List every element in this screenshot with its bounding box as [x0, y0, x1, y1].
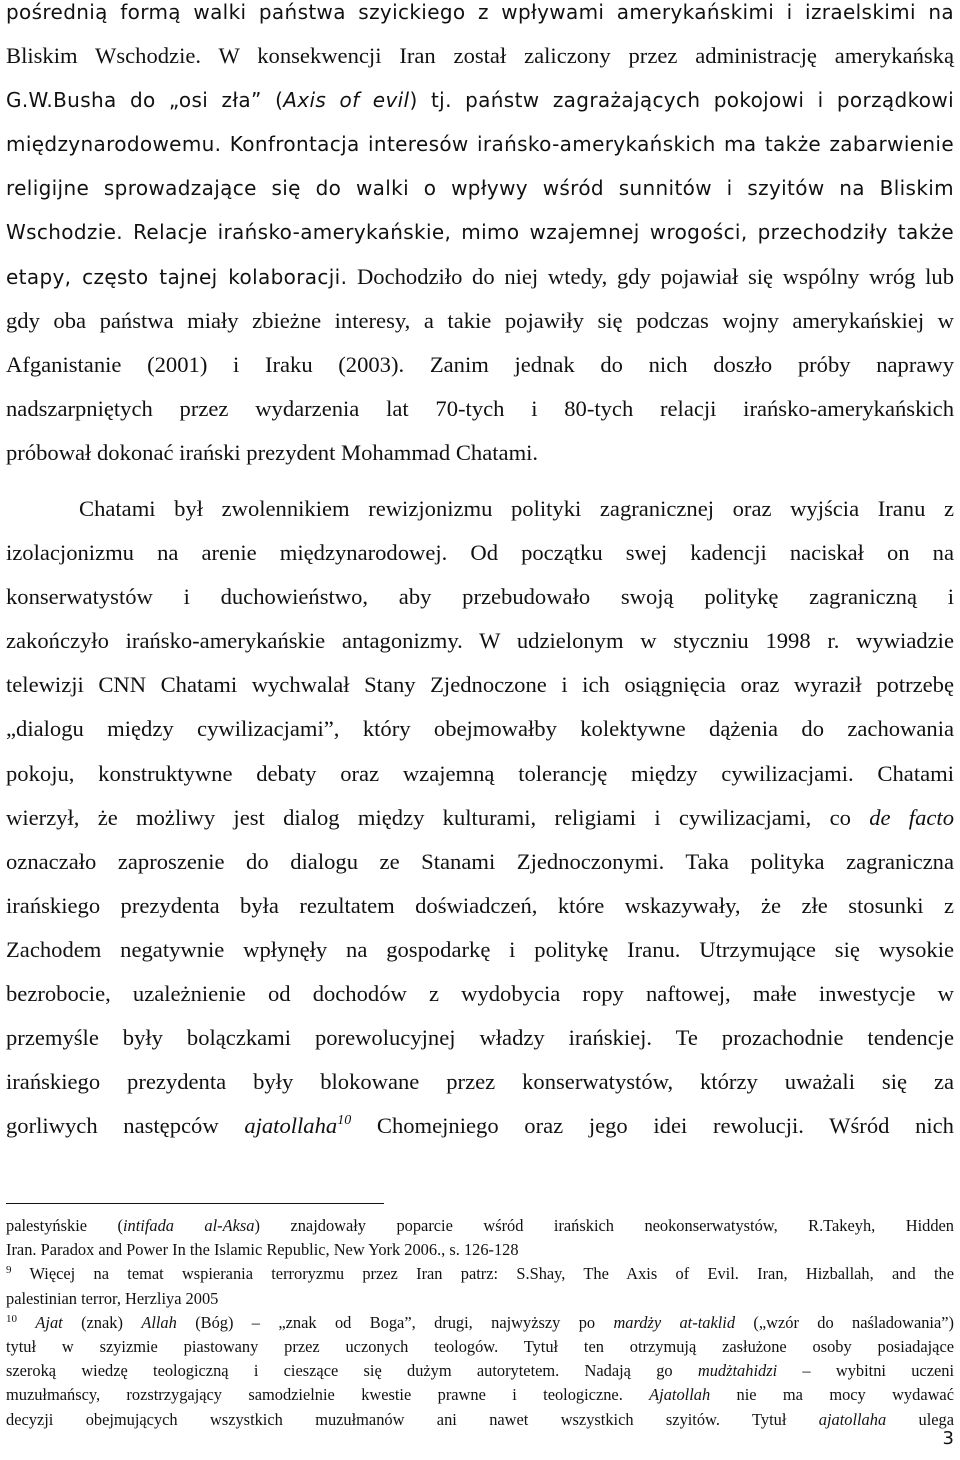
text-line: Wschodzie. Relacje irańsko-amerykańskie, mimo wzajemnej wrogości, przechodziły także	[6, 220, 954, 245]
text-line: Zachodem negatywnie wpłynęły na gospodarkę i politykę Iranu. Utrzymujące się wysokie	[6, 936, 954, 962]
text-line: irańskiego prezydenta były blokowane przez konserwatystów, którzy uważali się za	[6, 1069, 954, 1095]
footnote-line: palestinian terror, Herzliya 2005	[6, 1288, 219, 1308]
text-span: ) znajdowały poparcie wśród irańskich neokonserwatystów, R.Takeyh, Hidden	[254, 1216, 954, 1235]
text-span: muzułmańscy, rozstrzygający samodzielnie kwestie prawne i teologiczne.	[6, 1385, 650, 1405]
footnote-line	[6, 1359, 954, 1383]
text-span: („wzór do naśladowania”)	[735, 1312, 954, 1332]
text-span: Zanim jednak do nich doszło próby naprawy	[429, 351, 955, 377]
text-line: oznaczało zaproszenie do dialogu ze Stanami Zjednoczonymi. Taka polityka zagraniczna	[6, 848, 954, 874]
text-line: zakończyło irańsko-amerykańskie antagonizmy. W udzielonym w styczniu 1998 r. wywiadzie	[6, 628, 954, 654]
text-line: gdy oba państwa miały zbieżne interesy, a takie pojawiły się podczas wojny amerykańskiej w	[6, 307, 954, 333]
paragraph-1	[6, 0, 954, 475]
footnote-line	[6, 1383, 954, 1407]
text-span: Dochodziło do niej wtedy, gdy pojawiał się wspólny wróg lub	[356, 263, 954, 289]
text-line	[6, 1104, 954, 1148]
italic-term: intifada al-Aksa	[122, 1216, 255, 1235]
text-line: „dialogu między cywilizacjami”, który obejmowałby kolektywne dążenia do zachowania	[6, 716, 954, 742]
italic-term: mudżtahidzi	[697, 1361, 778, 1381]
footnote-reference[interactable]: 10	[337, 1113, 352, 1129]
text-span: (Bóg) – „znak od Boga”, drugi, najwyższy po	[176, 1312, 614, 1332]
text-line: izolacjonizmu na arenie międzynarodowej. Od początku swej kadencji naciskał on na	[6, 540, 954, 566]
text-span: Afganistanie (2001) i Iraku (2003).	[6, 351, 405, 377]
text-span: – wybitni uczeni	[777, 1361, 954, 1381]
italic-term: ajatollaha	[818, 1409, 887, 1429]
footnotes	[6, 1214, 954, 1432]
text-line: irańskiego prezydenta była rezultatem doświadczeń, które wskazywały, że złe stosunki z	[6, 892, 954, 918]
text-line: przemyśle były bolączkami porewolucyjnej władzy irańskiej. Te prozachodnie tendencje	[6, 1025, 954, 1051]
italic-term: Axis of evil	[283, 88, 410, 113]
italic-term: mardży at-taklid	[613, 1312, 736, 1332]
page-number: 3	[942, 1428, 954, 1449]
italic-term: de facto	[869, 804, 954, 830]
footnote-line	[6, 1408, 954, 1432]
text-line: konserwatystów i duchowieństwo, aby przebudowało swoją politykę zagraniczną i	[6, 584, 954, 610]
italic-term: Allah	[141, 1312, 177, 1332]
text-span: wierzył, że możliwy jest dialog między kulturami, religiami i cywilizacjami, co	[6, 804, 870, 830]
text-span: międzynarodowemu.	[6, 132, 222, 157]
text-line: nadszarpniętych przez wydarzenia lat 70-tych i 80-tych relacji irańsko-amerykańskich	[6, 395, 954, 421]
italic-term: Ajat	[35, 1312, 63, 1332]
text-span	[17, 1313, 35, 1332]
text-line	[6, 122, 954, 166]
text-span: ) tj. państw zagrażających pokojowi i porządkowi	[409, 88, 954, 113]
text-span: G.W.Busha do „osi zła” (	[6, 88, 284, 113]
text-line: pośrednią formą walki państwa szyickiego z wpływami amerykańskimi i izraelskimi na	[6, 0, 954, 24]
text-line	[6, 255, 954, 299]
text-line: religijne sprowadzające się do walki o wpływy wśród sunnitów i szyitów na Bliskim	[6, 176, 954, 201]
text-line: bezrobocie, uzależnienie od dochodów z wydobycia ropy naftowej, małe inwestycje w	[6, 981, 954, 1007]
footnote-number: 9	[6, 1264, 12, 1277]
italic-term: Ajatollah	[649, 1385, 711, 1405]
text-line	[6, 343, 954, 387]
text-line: pokoju, konstruktywne debaty oraz wzajemną tolerancję między cywilizacjami. Chatami	[6, 760, 954, 786]
footnote-number: 10	[6, 1312, 17, 1325]
footnote-line	[6, 1214, 954, 1238]
text-span: Konfrontacja interesów irańsko-amerykańskich ma także zabarwienie	[229, 132, 954, 157]
text-span: szeroką wiedzę teologiczną i cieszące się dużym autorytetem. Nadają go	[6, 1361, 698, 1381]
italic-term: ajatollaha	[244, 1113, 338, 1139]
text-line: Chatami był zwolennikiem rewizjonizmu polityki zagranicznej oraz wyjścia Iranu z	[79, 496, 954, 521]
text-span: gorliwych następców	[6, 1113, 245, 1139]
text-line	[6, 796, 954, 840]
text-line	[6, 78, 954, 122]
footnote-line: Iran. Paradox and Power In the Islamic Republic, New York 2006., s. 126-128	[6, 1240, 519, 1260]
text-span: ulega	[886, 1409, 955, 1429]
footnote-line: tytuł w szyizmie piastowany przez uczonych teologów. Tytuł ten otrzymują zasłużone osoby posiadające	[6, 1336, 954, 1356]
text-span: decyzji obejmujących wszystkich muzułmanów ani nawet wszystkich szyitów. Tytuł	[6, 1409, 819, 1429]
text-span: (znak)	[62, 1312, 142, 1332]
text-line: próbował dokonać irański prezydent Mohammad Chatami.	[6, 439, 539, 465]
text-span: etapy, często tajnej kolaboracji.	[6, 264, 348, 289]
text-line: Bliskim Wschodzie. W konsekwencji Iran został zaliczony przez administrację amerykańską	[6, 43, 954, 69]
footnote-10	[6, 1311, 954, 1335]
text-span: palestyńskie (	[6, 1216, 123, 1235]
text-span: Więcej na temat wspierania terroryzmu przez Iran patrz: S.Shay, The Axis of Evil. Iran, Hizballah, and the	[11, 1264, 954, 1284]
text-span: nie ma mocy wydawać	[710, 1385, 954, 1405]
footnote-9	[6, 1262, 954, 1286]
footnote-separator	[6, 1203, 384, 1204]
text-span: Chomejniego oraz jego idei rewolucji. Wśród nich	[351, 1113, 954, 1139]
text-line: telewizji CNN Chatami wychwalał Stany Zjednoczone i ich osiągnięcia oraz wyraził potrzebę	[6, 672, 954, 698]
paragraph-2	[6, 487, 954, 1148]
